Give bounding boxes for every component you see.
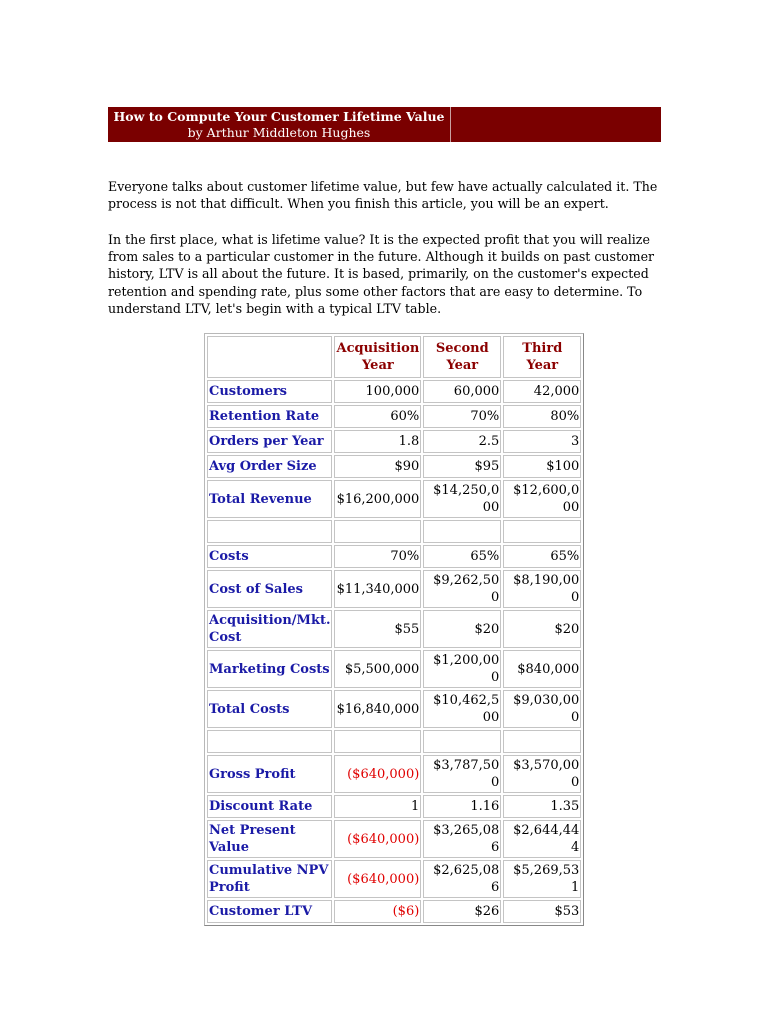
table-row xyxy=(207,570,581,608)
table-row xyxy=(207,690,581,728)
article-title: How to Compute Your Customer Lifetime Value xyxy=(113,108,445,124)
table-row xyxy=(207,610,581,648)
cell-value: 42,000 xyxy=(503,380,581,403)
cell-value: $5,500,000 xyxy=(334,650,421,688)
cell-value: $16,200,000 xyxy=(334,480,421,518)
article-title-bar xyxy=(108,107,661,142)
cell-value: $53 xyxy=(503,900,581,923)
table-row xyxy=(207,755,581,793)
title-bar-empty-cell xyxy=(451,107,661,142)
row-label: Discount Rate xyxy=(207,795,332,818)
cell-value: $100 xyxy=(503,455,581,478)
cell-value: 1.35 xyxy=(503,795,581,818)
ltv-table-container xyxy=(204,333,584,926)
cell-value: $3,570,000 xyxy=(503,755,581,793)
cell-value: $2,625,086 xyxy=(423,860,501,898)
empty-cell xyxy=(207,730,332,753)
table-row xyxy=(207,795,581,818)
ltv-column-header: Third Year xyxy=(503,336,581,378)
table-row xyxy=(207,820,581,858)
cell-value: $20 xyxy=(503,610,581,648)
cell-value: $9,262,500 xyxy=(423,570,501,608)
cell-value: ($640,000) xyxy=(334,860,421,898)
intro-paragraph-1: Everyone talks about customer lifetime value, but few have actually calculated it. The process is not that difficult. When you finish this article, you will be an expert. xyxy=(108,179,658,212)
cell-value: 70% xyxy=(423,405,501,428)
table-row xyxy=(207,405,581,428)
cell-value: 100,000 xyxy=(334,380,421,403)
cell-value: $9,030,000 xyxy=(503,690,581,728)
empty-cell xyxy=(207,520,332,543)
row-label: Total Costs xyxy=(207,690,332,728)
table-row xyxy=(207,480,581,518)
table-row xyxy=(207,650,581,688)
cell-value: 65% xyxy=(423,545,501,568)
row-label: Total Revenue xyxy=(207,480,332,518)
cell-value: $12,600,000 xyxy=(503,480,581,518)
table-row xyxy=(207,430,581,453)
cell-value: $5,269,531 xyxy=(503,860,581,898)
cell-value: ($640,000) xyxy=(334,755,421,793)
cell-value: 70% xyxy=(334,545,421,568)
cell-value: 60,000 xyxy=(423,380,501,403)
cell-value: 1.16 xyxy=(423,795,501,818)
cell-value: $55 xyxy=(334,610,421,648)
cell-value: ($640,000) xyxy=(334,820,421,858)
ltv-header-empty-cell xyxy=(207,336,332,378)
table-row xyxy=(207,380,581,403)
cell-value: $20 xyxy=(423,610,501,648)
cell-value: 1.8 xyxy=(334,430,421,453)
table-row xyxy=(207,860,581,898)
empty-cell xyxy=(423,730,501,753)
cell-value: $3,787,500 xyxy=(423,755,501,793)
cell-value: ($6) xyxy=(334,900,421,923)
cell-value: 3 xyxy=(503,430,581,453)
table-spacer-row xyxy=(207,520,581,543)
cell-value: $14,250,000 xyxy=(423,480,501,518)
row-label: Customer LTV xyxy=(207,900,332,923)
row-label: Avg Order Size xyxy=(207,455,332,478)
cell-value: $10,462,500 xyxy=(423,690,501,728)
cell-value: 1 xyxy=(334,795,421,818)
cell-value: $26 xyxy=(423,900,501,923)
empty-cell xyxy=(503,730,581,753)
row-label: Acquisition/Mkt. Cost xyxy=(207,610,332,648)
cell-value: 80% xyxy=(503,405,581,428)
table-row xyxy=(207,455,581,478)
empty-cell xyxy=(503,520,581,543)
cell-value: $95 xyxy=(423,455,501,478)
row-label: Net Present Value xyxy=(207,820,332,858)
row-label: Cumulative NPV Profit xyxy=(207,860,332,898)
table-row xyxy=(207,900,581,923)
row-label: Marketing Costs xyxy=(207,650,332,688)
article-byline: by Arthur Middleton Hughes xyxy=(187,124,371,140)
cell-value: $11,340,000 xyxy=(334,570,421,608)
row-label: Cost of Sales xyxy=(207,570,332,608)
intro-paragraph-2: In the first place, what is lifetime value? It is the expected profit that you will realize from sales to a particular customer in the future. Although it builds on past customer history, LTV is all about the future. It is based, primarily, on the customer's expected retention and spending rate, plus some other factors that are easy to determine. To understand LTV, let's begin with a typical LTV table. xyxy=(108,232,655,316)
cell-value: $3,265,086 xyxy=(423,820,501,858)
row-label: Customers xyxy=(207,380,332,403)
cell-value: $1,200,000 xyxy=(423,650,501,688)
cell-value: 65% xyxy=(503,545,581,568)
empty-cell xyxy=(334,520,421,543)
article-title-cell xyxy=(108,107,451,142)
cell-value: 60% xyxy=(334,405,421,428)
cell-value: $8,190,000 xyxy=(503,570,581,608)
ltv-column-header: Second Year xyxy=(423,336,501,378)
cell-value: $840,000 xyxy=(503,650,581,688)
cell-value: 2.5 xyxy=(423,430,501,453)
row-label: Retention Rate xyxy=(207,405,332,428)
ltv-column-header: Acquisition Year xyxy=(334,336,421,378)
table-row xyxy=(207,545,581,568)
cell-value: $2,644,444 xyxy=(503,820,581,858)
ltv-table-header-row xyxy=(207,336,581,378)
empty-cell xyxy=(334,730,421,753)
row-label: Gross Profit xyxy=(207,755,332,793)
ltv-table xyxy=(204,333,584,926)
empty-cell xyxy=(423,520,501,543)
row-label: Costs xyxy=(207,545,332,568)
cell-value: $90 xyxy=(334,455,421,478)
table-spacer-row xyxy=(207,730,581,753)
row-label: Orders per Year xyxy=(207,430,332,453)
cell-value: $16,840,000 xyxy=(334,690,421,728)
